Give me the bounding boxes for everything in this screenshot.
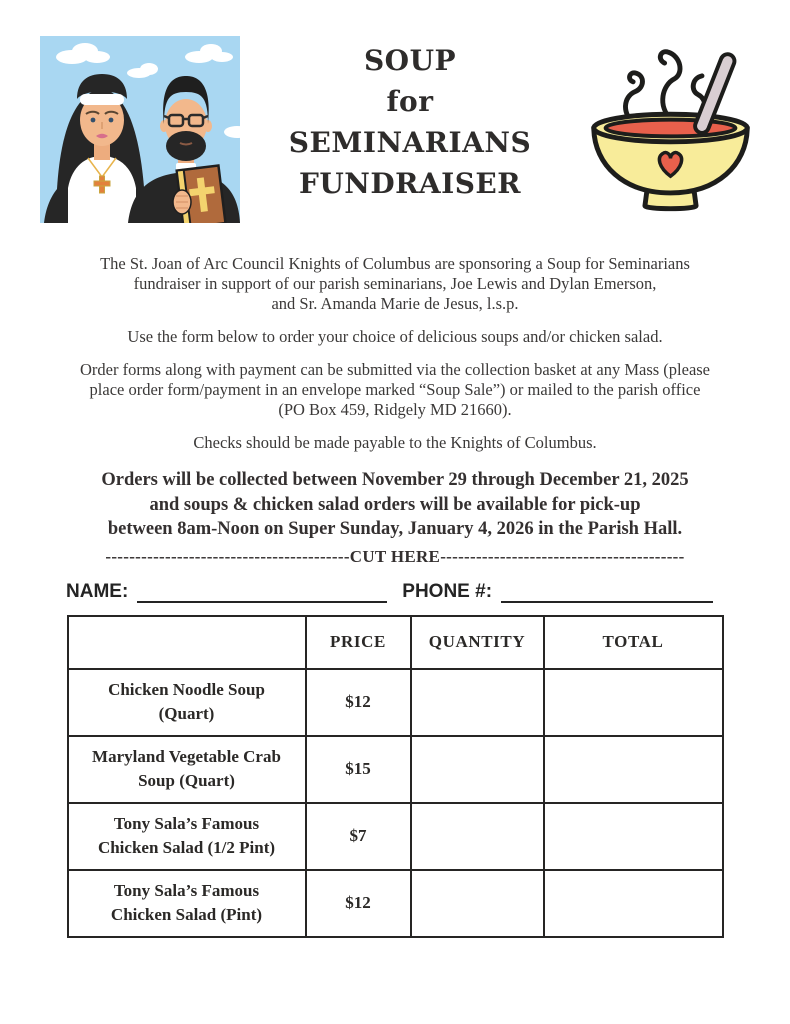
- cut-dashes-left: -----------------------------------------: [105, 546, 350, 566]
- name-input-line[interactable]: [137, 580, 387, 603]
- total-cell[interactable]: [544, 736, 723, 803]
- table-row: [68, 870, 723, 937]
- item-name-line-2: Chicken Salad (Pint): [110, 905, 263, 924]
- price-cell: $7: [306, 803, 411, 870]
- item-name-line-2: Chicken Salad (1/2 Pint): [97, 838, 276, 857]
- total-cell[interactable]: [544, 669, 723, 736]
- soup-bowl-illustration: [580, 30, 762, 228]
- quantity-header-cell: QUANTITY: [411, 616, 544, 669]
- quantity-cell[interactable]: [411, 870, 544, 937]
- dates-line-3: between 8am-Noon on Super Sunday, January 4, 2026 in the Parish Hall.: [107, 519, 683, 539]
- submission-line-3: (PO Box 459, Ridgely MD 21660).: [278, 400, 512, 419]
- item-cell: [68, 803, 306, 870]
- item-cell: [68, 669, 306, 736]
- cut-here-line: [0, 547, 790, 567]
- soup-bowl-icon: [580, 30, 762, 228]
- cut-dashes-right: -----------------------------------------: [440, 546, 685, 566]
- nun-and-priest-icon: [40, 36, 240, 223]
- use-form-paragraph: Use the form below to order your choice of delicious soups and/or chicken salad.: [127, 327, 663, 346]
- table-row: [68, 669, 723, 736]
- price-cell: $12: [306, 870, 411, 937]
- price-cell: $15: [306, 736, 411, 803]
- title-line-1: SOUP: [363, 44, 457, 77]
- title-line-2: for: [386, 85, 434, 118]
- total-cell[interactable]: [544, 870, 723, 937]
- submission-line-1: Order forms along with payment can be submitted via the collection basket at any Mass (please: [79, 360, 711, 379]
- intro-line-1: The St. Joan of Arc Council Knights of Columbus are sponsoring a Soup for Seminarians: [100, 254, 690, 273]
- nun-and-priest-illustration: [40, 36, 240, 223]
- dates-line-1: Orders will be collected between November 29 through December 21, 2025: [101, 470, 689, 490]
- item-cell: [68, 870, 306, 937]
- item-header-cell: [68, 616, 306, 669]
- item-name-line-1: Tony Sala’s Famous: [113, 881, 260, 900]
- intro-line-2: fundraiser in support of our parish seminarians, Joe Lewis and Dylan Emerson,: [133, 274, 657, 293]
- name-phone-row: [66, 576, 724, 603]
- price-cell: $12: [306, 669, 411, 736]
- phone-input-line[interactable]: [501, 580, 713, 603]
- order-table: [67, 615, 724, 938]
- dates-line-2: and soups & chicken salad orders will be available for pick-up: [149, 494, 641, 515]
- quantity-cell[interactable]: [411, 669, 544, 736]
- total-cell[interactable]: [544, 803, 723, 870]
- title-line-3: SEMINARIANS: [288, 126, 532, 159]
- submission-paragraph: [45, 360, 745, 420]
- intro-paragraph: [45, 254, 745, 314]
- item-name-line-1: Maryland Vegetable Crab: [92, 747, 281, 766]
- quantity-cell[interactable]: [411, 803, 544, 870]
- title-line-4: FUNDRAISER: [298, 167, 522, 200]
- flyer-body: [0, 254, 790, 938]
- phone-label: PHONE #:: [402, 580, 493, 602]
- cut-here-label: CUT HERE: [349, 546, 441, 566]
- item-name-line-2: Soup (Quart): [138, 771, 235, 790]
- table-header-row: [68, 616, 723, 669]
- quantity-cell[interactable]: [411, 736, 544, 803]
- page-title: [240, 36, 580, 204]
- item-name-line-1: Chicken Noodle Soup: [108, 680, 265, 699]
- item-name-line-2: (Quart): [158, 704, 215, 723]
- table-row: [68, 803, 723, 870]
- intro-line-3: and Sr. Amanda Marie de Jesus, l.s.p.: [271, 294, 519, 313]
- item-name-line-1: Tony Sala’s Famous: [113, 814, 260, 833]
- submission-line-2: place order form/payment in an envelope marked “Soup Sale”) or mailed to the parish office: [89, 380, 701, 399]
- collection-dates-paragraph: [40, 468, 750, 542]
- total-header-cell: TOTAL: [544, 616, 723, 669]
- table-row: [68, 736, 723, 803]
- price-header-cell: PRICE: [306, 616, 411, 669]
- item-cell: [68, 736, 306, 803]
- checks-paragraph: Checks should be made payable to the Knights of Columbus.: [193, 433, 597, 452]
- header: [0, 0, 790, 234]
- name-label: NAME:: [66, 580, 129, 602]
